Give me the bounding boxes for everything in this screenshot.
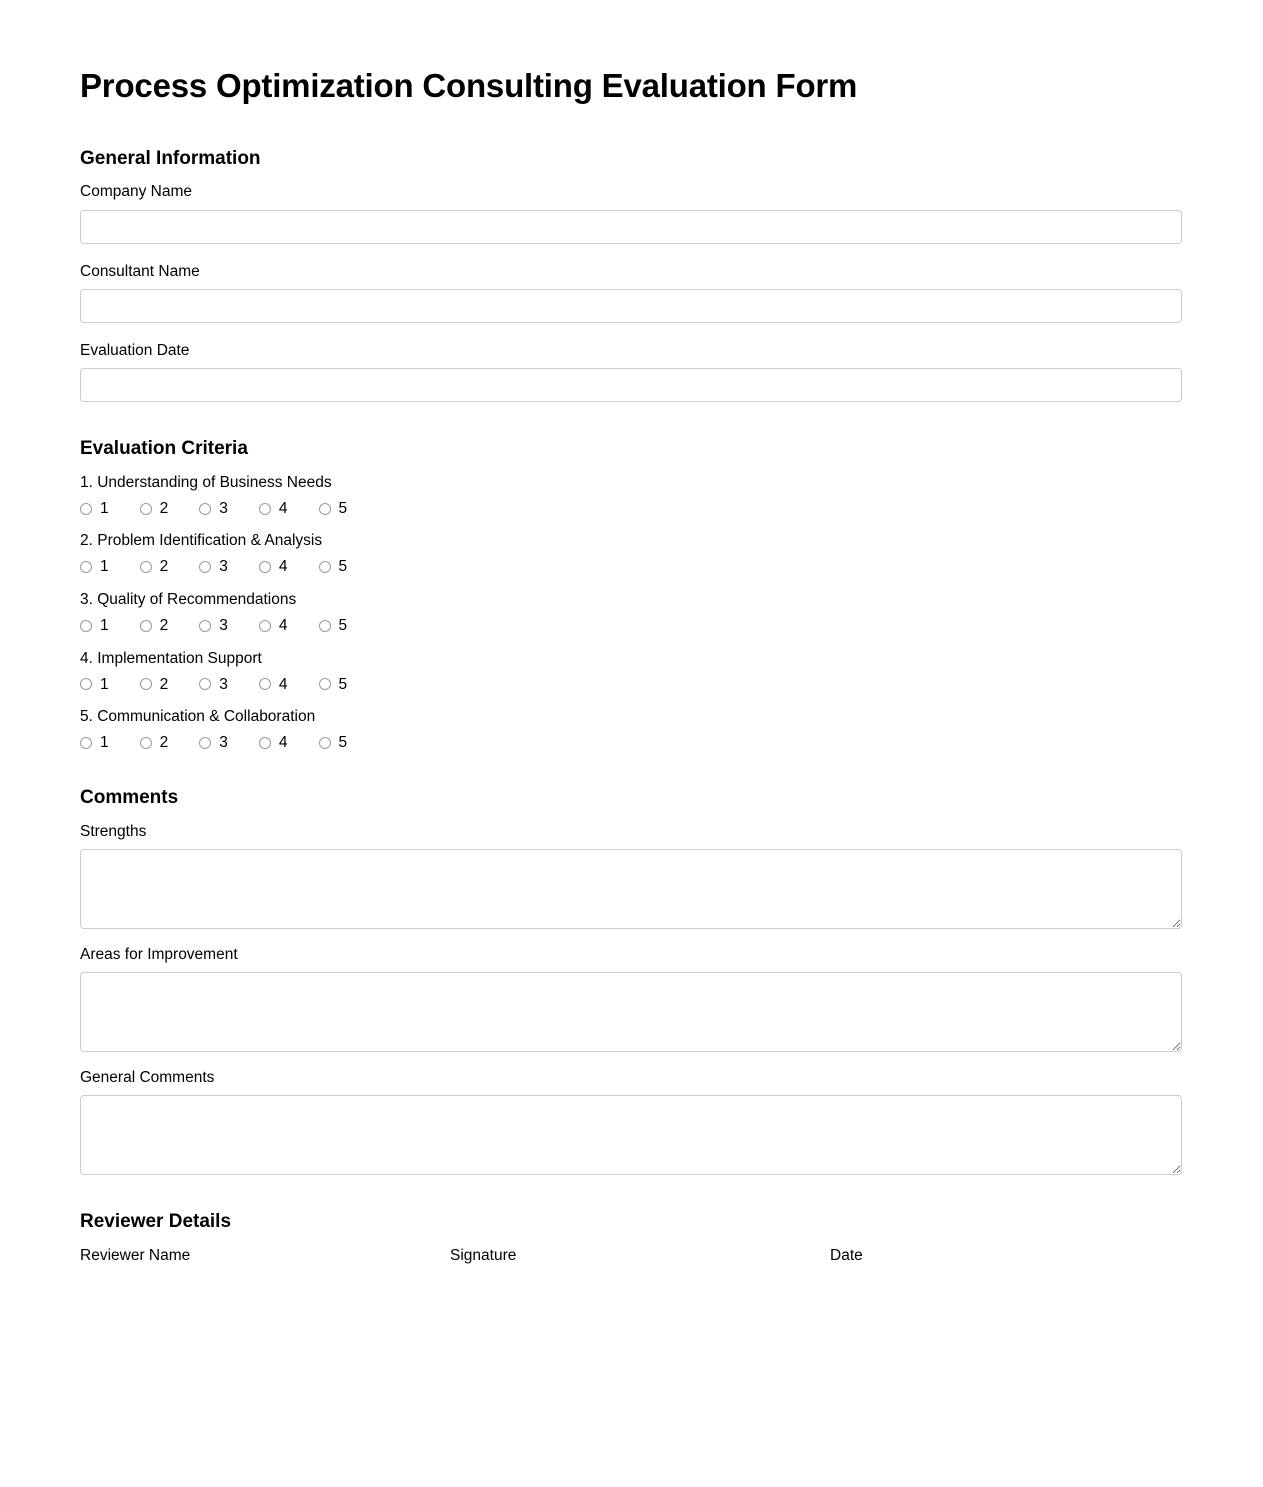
- criteria-item: [80, 649, 1183, 693]
- rating-row-4: [80, 677, 1183, 693]
- rating-value: 1: [100, 499, 109, 517]
- rating-option-5-1[interactable]: [80, 735, 109, 751]
- label-strengths: Strengths: [80, 822, 147, 840]
- radio-icon[interactable]: [80, 678, 92, 690]
- rating-option-1-1[interactable]: [80, 501, 109, 517]
- field-consultant-name: [80, 262, 1183, 323]
- rating-option-2-2[interactable]: [140, 559, 169, 575]
- rating-value: 5: [338, 675, 348, 693]
- rating-value: 4: [278, 734, 288, 752]
- rating-value: 4: [278, 558, 288, 576]
- rating-option-5-3[interactable]: [199, 735, 228, 751]
- rating-option-5-4[interactable]: [259, 735, 288, 751]
- rating-value: 2: [159, 558, 169, 576]
- label-signature: Signature: [450, 1246, 517, 1264]
- label-company-name: Company Name: [80, 183, 192, 201]
- section-comments: [80, 787, 1183, 1175]
- section-heading-comments: Comments: [80, 786, 179, 808]
- company-name-input[interactable]: [80, 210, 1182, 244]
- radio-icon[interactable]: [140, 678, 152, 690]
- radio-icon[interactable]: [199, 620, 211, 632]
- rating-value: 3: [219, 617, 228, 635]
- rating-option-1-5[interactable]: [319, 501, 348, 517]
- reviewer-name-line[interactable]: [80, 1273, 380, 1306]
- rating-option-2-1[interactable]: [80, 559, 109, 575]
- rating-value: 4: [278, 499, 288, 517]
- rating-option-4-3[interactable]: [199, 677, 228, 693]
- rating-value: 4: [278, 675, 288, 693]
- rating-value: 2: [159, 617, 169, 635]
- rating-option-2-3[interactable]: [199, 559, 228, 575]
- criteria-label-2: 2. Problem Identification & Analysis: [80, 532, 323, 550]
- radio-icon[interactable]: [80, 620, 92, 632]
- reviewer-details-row: [80, 1246, 1183, 1306]
- rating-value: 3: [219, 734, 228, 752]
- label-areas-for-improvement: Areas for Improvement: [80, 945, 238, 963]
- radio-icon[interactable]: [319, 678, 331, 690]
- section-heading-evaluation-criteria: Evaluation Criteria: [80, 437, 248, 459]
- field-strengths: [80, 822, 1183, 929]
- criteria-item: [80, 531, 1183, 575]
- field-reviewer-name: [80, 1246, 450, 1306]
- rating-option-4-5[interactable]: [319, 677, 348, 693]
- rating-value: 1: [100, 558, 109, 576]
- radio-icon[interactable]: [319, 503, 331, 515]
- rating-option-2-4[interactable]: [259, 559, 288, 575]
- rating-row-3: [80, 618, 1183, 634]
- consultant-name-input[interactable]: [80, 289, 1182, 323]
- rating-option-5-5[interactable]: [319, 735, 348, 751]
- rating-value: 2: [159, 499, 169, 517]
- rating-value: 2: [159, 734, 169, 752]
- radio-icon[interactable]: [259, 503, 271, 515]
- criteria-label-4: 4. Implementation Support: [80, 649, 262, 667]
- field-reviewer-date: [830, 1246, 1182, 1306]
- rating-option-4-1[interactable]: [80, 677, 109, 693]
- label-reviewer-name: Reviewer Name: [80, 1246, 191, 1264]
- rating-value: 1: [100, 675, 109, 693]
- rating-option-2-5[interactable]: [319, 559, 348, 575]
- radio-icon[interactable]: [319, 561, 331, 573]
- radio-icon[interactable]: [140, 620, 152, 632]
- rating-option-3-2[interactable]: [140, 618, 169, 634]
- label-evaluation-date: Evaluation Date: [80, 341, 190, 359]
- rating-value: 2: [159, 675, 169, 693]
- label-reviewer-date: Date: [830, 1246, 863, 1264]
- rating-option-3-3[interactable]: [199, 618, 228, 634]
- radio-icon[interactable]: [319, 737, 331, 749]
- signature-line[interactable]: [450, 1273, 750, 1306]
- radio-icon[interactable]: [259, 678, 271, 690]
- rating-value: 5: [338, 617, 348, 635]
- radio-icon[interactable]: [199, 503, 211, 515]
- section-heading-reviewer-details: Reviewer Details: [80, 1211, 232, 1233]
- criteria-label-1: 1. Understanding of Business Needs: [80, 473, 332, 491]
- rating-row-5: [80, 735, 1183, 751]
- radio-icon[interactable]: [140, 737, 152, 749]
- criteria-item: [80, 590, 1183, 634]
- rating-row-2: [80, 559, 1183, 575]
- strengths-textarea[interactable]: [80, 849, 1182, 929]
- section-general-information: [80, 148, 1183, 402]
- radio-icon[interactable]: [80, 503, 92, 515]
- field-general-comments: [80, 1068, 1183, 1175]
- rating-value: 5: [338, 499, 348, 517]
- rating-value: 3: [219, 499, 228, 517]
- rating-value: 5: [338, 734, 348, 752]
- radio-icon[interactable]: [80, 737, 92, 749]
- radio-icon[interactable]: [199, 678, 211, 690]
- rating-value: 1: [100, 734, 109, 752]
- rating-value: 3: [219, 675, 228, 693]
- rating-option-3-5[interactable]: [319, 618, 348, 634]
- areas-for-improvement-textarea[interactable]: [80, 972, 1182, 1052]
- radio-icon[interactable]: [259, 561, 271, 573]
- field-areas-for-improvement: [80, 945, 1183, 1052]
- criteria-label-3: 3. Quality of Recommendations: [80, 590, 297, 608]
- radio-icon[interactable]: [140, 561, 152, 573]
- rating-option-4-2[interactable]: [140, 677, 169, 693]
- general-comments-textarea[interactable]: [80, 1095, 1182, 1175]
- criteria-item: [80, 473, 1183, 517]
- field-evaluation-date: [80, 341, 1183, 402]
- rating-value: 5: [338, 558, 348, 576]
- radio-icon[interactable]: [80, 561, 92, 573]
- criteria-item: [80, 707, 1183, 751]
- page-title: Process Optimization Consulting Evaluation Form: [80, 67, 858, 104]
- rating-value: 3: [219, 558, 228, 576]
- rating-value: 1: [100, 617, 109, 635]
- rating-option-3-4[interactable]: [259, 618, 288, 634]
- rating-option-1-3[interactable]: [199, 501, 228, 517]
- radio-icon[interactable]: [259, 737, 271, 749]
- rating-value: 4: [278, 617, 288, 635]
- section-reviewer-details: [80, 1211, 1183, 1306]
- page-break-whitespace: [0, 1303, 1263, 1487]
- label-general-comments: General Comments: [80, 1068, 215, 1086]
- radio-icon[interactable]: [319, 620, 331, 632]
- radio-icon[interactable]: [199, 561, 211, 573]
- rating-option-5-2[interactable]: [140, 735, 169, 751]
- radio-icon[interactable]: [199, 737, 211, 749]
- criteria-label-5: 5. Communication & Collaboration: [80, 708, 316, 726]
- evaluation-date-input[interactable]: [80, 368, 1182, 402]
- radio-icon[interactable]: [140, 503, 152, 515]
- reviewer-date-line[interactable]: [830, 1273, 1130, 1306]
- rating-row-1: [80, 501, 1183, 517]
- label-consultant-name: Consultant Name: [80, 262, 200, 280]
- section-heading-general-information: General Information: [80, 147, 261, 169]
- field-signature: [450, 1246, 830, 1306]
- field-company-name: [80, 182, 1183, 243]
- section-evaluation-criteria: [80, 438, 1183, 751]
- rating-option-1-2[interactable]: [140, 501, 169, 517]
- rating-option-3-1[interactable]: [80, 618, 109, 634]
- radio-icon[interactable]: [259, 620, 271, 632]
- rating-option-4-4[interactable]: [259, 677, 288, 693]
- rating-option-1-4[interactable]: [259, 501, 288, 517]
